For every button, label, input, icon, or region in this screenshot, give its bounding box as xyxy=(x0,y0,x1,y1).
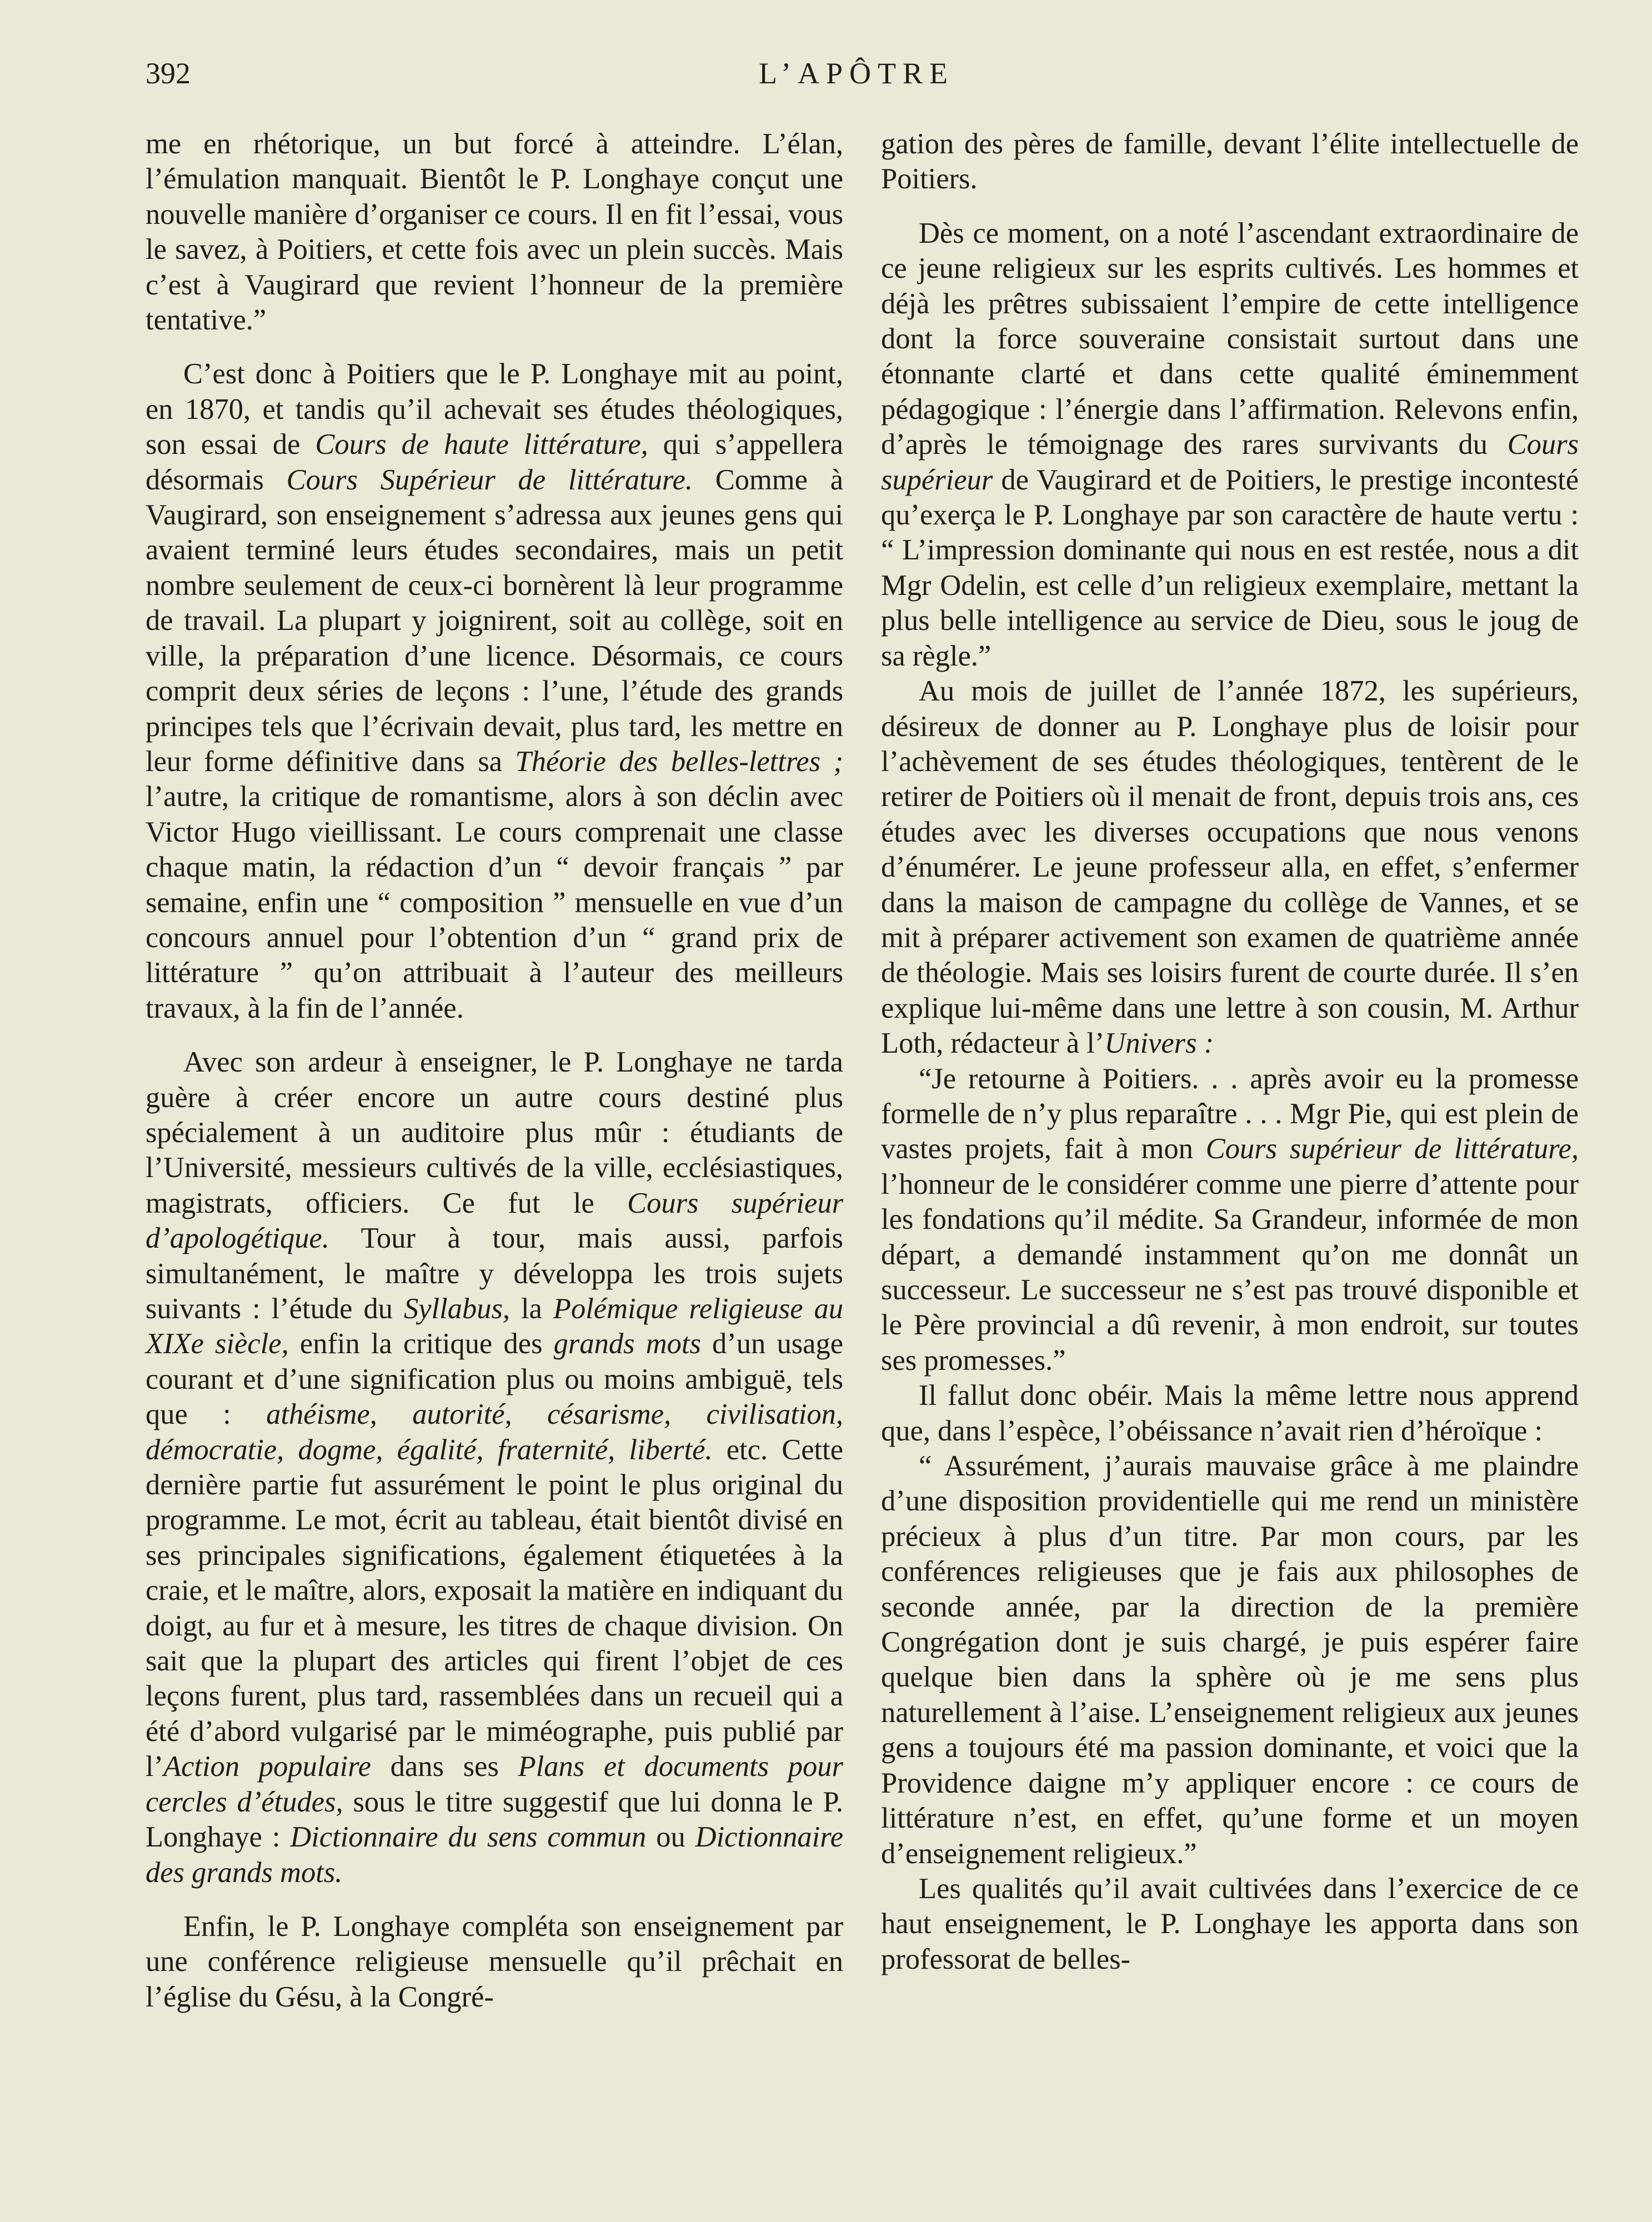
paragraph: gation des pères de famille, devant l’élite intellectuelle de Poitiers. xyxy=(881,128,1579,196)
paragraph: me en rhétorique, un but forcé à atteindre. L’élan, l’émulation manquait. Bientôt le P. Longhaye conçut une nouvelle manière d’organiser ce cours. Il en fit l’essai, vous le savez, à Poitiers, et cette fois avec un plein succès. Mais c’est à Vaugirard que revient l’honneur de la première tentative.” xyxy=(146,128,843,337)
paragraph: Il fallut donc obéir. Mais la même lettre nous apprend que, dans l’espèce, l’obéissance n’avait rien d’héroïque : xyxy=(881,1379,1579,1447)
text-column-left xyxy=(146,127,843,2015)
paragraph: C’est donc à Poitiers que le P. Longhaye mit au point, en 1870, et tandis qu’il achevait ses études théologiques, son essai de Cours de haute littérature, qui s’appellera désormais Cours Supérieur de littérature. Comme à Vaugirard, son enseignement s’adressa aux jeunes gens qui avaient terminé leurs études secondaires, mais un petit nombre seulement de ceux-ci bornèrent là leur programme de travail. La plupart y joignirent, soit au collège, soit en ville, la préparation d’une licence. Désormais, ce cours comprit deux séries de leçons : l’une, l’étude des grands principes tels que l’écrivain devait, plus tard, les mettre en leur forme définitive dans sa Théorie des belles-lettres ; l’autre, la critique de romantisme, alors à son déclin avec Victor Hugo vieillissant. Le cours comprenait une classe chaque matin, la rédaction d’un “ devoir français ” par semaine, enfin une “ composition ” mensuelle en vue d’un concours annuel pour l’obtention d’un “ grand prix de littérature ” qu’on attribuait à l’auteur des meilleurs travaux, à la fin de l’année. xyxy=(146,358,844,1024)
paragraph: Au mois de juillet de l’année 1872, les supérieurs, désireux de donner au P. Longhaye plus de loisir pour l’achèvement de ses études théologiques, tentèrent de le retirer de Poitiers où il menait de front, depuis trois ans, ces études avec les diverses occupations que nous venons d’énumérer. Le jeune professeur alla, en effet, s’enfermer dans la maison de campagne du collège de Vannes, et se mit à préparer activement son examen de quatrième année de théologie. Mais ses loisirs furent de courte durée. Il s’en explique lui-même dans une lettre à son cousin, M. Arthur Loth, rédacteur à l’Univers : xyxy=(881,675,1579,1060)
page-number: 392 xyxy=(146,57,191,90)
paragraph: Avec son ardeur à enseigner, le P. Longhaye ne tarda guère à créer encore un autre cours destiné plus spécialement à un auditoire plus mûr : étudiants de l’Université, messieurs cultivés de la ville, ecclésiastiques, magistrats, officiers. Ce fut le Cours supérieur d’apologétique. Tour à tour, mais aussi, parfois simultanément, le maître y développa les trois sujets suivants : l’étude du Syllabus, la Polémique religieuse au XIXe siècle, enfin la critique des grands mots d’un usage courant et d’une signification plus ou moins ambiguë, tels que : athéisme, autorité, césarisme, civilisation, démocratie, dogme, égalité, fraternité, liberté. etc. Cette dernière partie fut assurément le point le plus original du programme. Le mot, écrit au tableau, était bientôt divisé en ses principales significations, également étiquetées à la craie, et le maître, alors, exposait la matière en indiquant du doigt, au fur et à mesure, les titres de chaque division. On sait que la plupart des articles qui firent l’objet de ces leçons furent, plus tard, rassemblées dans un recueil qui a été d’abord vulgarisé par le miméographe, puis publié par l’Action populaire dans ses Plans et documents pour cercles d’études, sous le titre suggestif que lui donna le P. Longhaye : Dictionnaire du sens commun ou Dictionnaire des grands mots. xyxy=(146,1046,844,1889)
paragraph: Enfin, le P. Longhaye compléta son enseignement par une conférence religieuse mensuelle qu’il prêchait en l’église du Gésu, à la Congré- xyxy=(146,1910,843,2013)
text-column-right xyxy=(881,127,1579,1977)
paragraph: Dès ce moment, on a noté l’ascendant extraordinaire de ce jeune religieux sur les esprits cultivés. Les hommes et déjà les prêtres subissaient l’empire de cette intelligence dont la force souveraine consistait surtout dans une étonnante clarté et dans cette qualité éminemment pédagogique : l’énergie dans l’affirmation. Relevons enfin, d’après le témoignage des rares survivants du Cours supérieur de Vaugirard et de Poitiers, le prestige incontesté qu’exerça le P. Longhaye par son caractère de haute vertu : “ L’impression dominante qui nous en est restée, nous a dit Mgr Odelin, est celle d’un religieux exemplaire, mettant la plus belle intelligence au service de Dieu, sous le joug de sa règle.” xyxy=(881,217,1579,672)
running-title: L’APÔTRE xyxy=(758,57,955,90)
paragraph: Les qualités qu’il avait cultivées dans l’exercice de ce haut enseignement, le P. Longhaye les apporta dans son professorat de belles- xyxy=(881,1872,1579,1975)
paragraph: “Je retourne à Poitiers. . . après avoir eu la promesse formelle de n’y plus reparaître . . . Mgr Pie, qui est plein de vastes projets, fait à mon Cours supérieur de littérature, l’honneur de le considérer comme une pierre d’attente pour les fondations qu’il médite. Sa Grandeur, informée de mon départ, a demandé instamment qu’on me donnât un successeur. Le successeur ne s’est pas trouvé disponible et le Père provincial a dû revenir, à mon endroit, sur toutes ses promesses.” xyxy=(881,1062,1579,1377)
paragraph: “ Assurément, j’aurais mauvaise grâce à me plaindre d’une disposition providentielle qui me rend un ministère précieux à plus d’un titre. Par mon cours, par les conférences religieuses que je fais aux philosophes de seconde année, par la direction de la première Congrégation dont je suis chargé, je puis espérer faire quelque bien dans la sphère où je me sens plus naturellement à l’aise. L’enseignement religieux aux jeunes gens a toujours été ma passion dominante, et voici que la Providence daigne m’y appliquer encore : ce cours de littérature n’est, en effet, qu’une forme et un moyen d’enseignement religieux.” xyxy=(881,1450,1579,1870)
page-header xyxy=(146,51,1568,96)
